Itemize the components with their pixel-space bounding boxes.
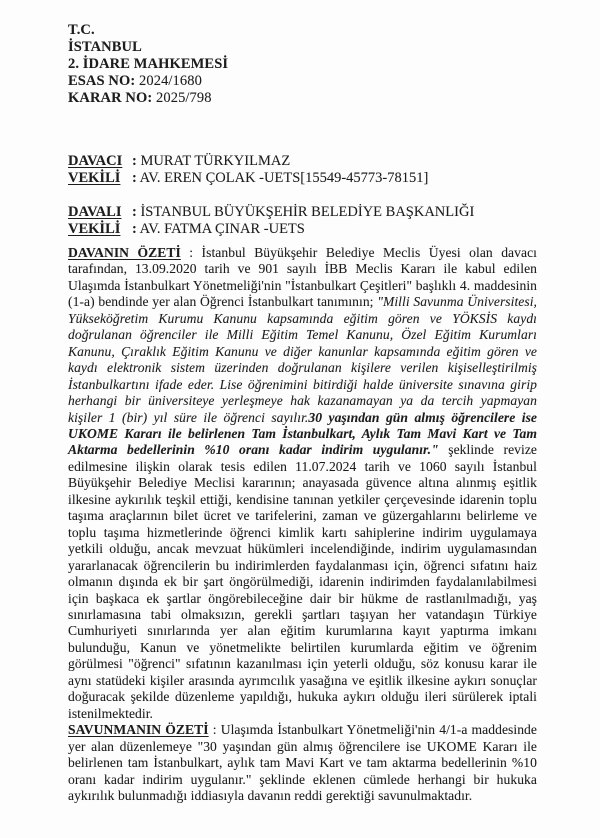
paragraph-segment: : xyxy=(180,245,202,260)
paragraph-segment: "Milli Savunma Üniversitesi, Yükseköğretim Kurumu Kanunu kapsamında eğitim gören ve YÖKSİS kaydı doğrulanan öğrenciler ile Milli Eğitim Temel Kanunu, Özel Eğitim Kurumları Kanunu, Çıraklık Eğitim Kanunu ve diğer kanunlar kapsamında eğitim gören ve kaydı elektronik sistem üzerinden doğrulanan kişilere verilen kişiselleştirilmiş İstanbulkartını ifade eder. Lise öğrenimini bitirdiği halde üniversite sınavına girip herhangi bir üniversiteye yerleşmeye hak kazanamayan ya da tercih yapmayan kişiler 1 (bir) yıl süre ile öğrenci sayılır. xyxy=(68,294,537,425)
court-name: 2. İDARE MAHKEMESİ xyxy=(68,56,229,72)
defendant-attorney-row xyxy=(68,221,537,238)
defendant-row xyxy=(68,204,537,221)
plaintiff-label: DAVACI xyxy=(68,153,123,169)
paragraph-segment: Ulaşımda İstanbulkart Yönetmeliği'nin 4/1-a maddesinde yer alan düzenlemeye "30 yaşından gün almış öğrencilere ise UKOME Kararı ile belirlenen tam İstanbulkart, aylık tam Mavi Kart ve tam aktarma bedellerinin %10 oranı kadar indirim uygulanır." şeklinde eklenen cümlede herhangi bir hukuka aykırılık bulunmadığı iddiasıyla davanın reddi gerektiği savunulmaktadır. xyxy=(68,722,537,803)
paragraph-segment: şeklinde revize edilmesine ilişkin olarak tesis edilen 11.07.2024 tarih ve 1060 sayılı İstanbul Büyükşehir Belediye Meclisi kararının; anayasada güvence altına alınmış eşitlik ilkesine aykırılık teşkil ettiği, kendisine tanınan yetkiler çerçevesinde idarenin toplu taşıma araçlarının bilet ücret ve tarifelerini, zaman ve güzergahlarını belirleme ve toplu taşıma hizmetlerinde öğrenci kimlik kartı sahiplerine indirim uygulamaya yetkili olduğu, ancak mevzuat hükümleri incelendiğinde, indirim uygulamasından yararlanacak öğrencilerin bu indirimlerden faydalanması için, öğrenci sıfatını haiz olmanın dışında ek bir şart öngörülmediği, idarenin indirimden faydalanılabilmesi için başkaca ek şartlar öngörebileceğine dair bir hükme de rastlanılmadığı, yaş sınırlamasına tabi olmaksızın, gerekli şartları taşıyan her vatandaşın Türkiye Cumhuriyeti sınırlarında yer alan eğitim kurumlarına kayıt yaptırma imkanı bulunduğu, Kanun ve yönetmelikte belirtilen kurumlarda eğitim ve öğrenim görülmesi "öğrenci" sıfatının kazanılması için yeterli olduğu, söz konusu karar ile aynı statüdeki kişiler arasında ayrımcılık yasağına ve eşitlik ilkesine aykırı sonuçlar doğuracak şekilde düzenleme yapıldığı, hukuka aykırı olduğu ileri sürülerek iptali istenilmektedir. xyxy=(68,442,537,721)
republic-label: T.C. xyxy=(68,22,95,38)
defendant-attorney-label: VEKİLİ xyxy=(68,221,121,237)
esas-no-value: 2024/1680 xyxy=(139,73,202,89)
court-header xyxy=(68,22,537,107)
defendant-colon: : xyxy=(132,204,137,220)
defendant-attorney-value: AV. FATMA ÇINAR -UETS xyxy=(139,221,305,237)
plaintiff-value: MURAT TÜRKYILMAZ xyxy=(140,153,291,169)
plaintiff-attorney-colon: : xyxy=(132,170,137,186)
plaintiff-attorney-label: VEKİLİ xyxy=(68,170,121,186)
plaintiff-row xyxy=(68,153,537,170)
plaintiff-attorney-row xyxy=(68,170,537,187)
karar-no-value: 2025/798 xyxy=(156,90,212,106)
defendant-attorney-colon: : xyxy=(132,221,137,237)
document-body xyxy=(68,245,537,804)
case-summary-paragraph xyxy=(68,245,537,722)
parties-section xyxy=(68,153,537,238)
plaintiff-colon: : xyxy=(132,153,137,169)
defendant-value: İSTANBUL BÜYÜKŞEHİR BELEDİYE BAŞKANLIĞI xyxy=(140,204,475,220)
paragraph-segment: İstanbul Büyükşehir Belediye Meclis Üyesi olan davacı tarafından, 13.09.2020 tarih ve 901 sayılı İBB Meclis Kararı ile kabul edilen Ulaşımda İstanbulkart Yönetmeliği'nin "İstanbulkart Çeşitleri" başlıklı 4. maddesinin (1-a) bendinde yer alan Öğrenci İstanbulkart tanımının; xyxy=(68,245,537,310)
paragraph-segment: 30 yaşından gün almış öğrencilere ise UKOME Kararı ile belirlenen Tam İstanbulkart, Aylık Tam Mavi Kart ve Tam Aktarma bedellerinin %10 oranı kadar indirim uygulanır." xyxy=(68,409,538,458)
esas-no-label: ESAS NO: xyxy=(68,73,136,89)
defense-summary-paragraph xyxy=(68,722,537,804)
karar-no-label: KARAR NO: xyxy=(68,90,153,106)
defendant-label: DAVALI xyxy=(68,204,122,220)
city-label: İSTANBUL xyxy=(68,39,142,55)
case-number-row xyxy=(68,73,537,90)
paragraph-segment: : xyxy=(208,722,221,738)
paragraph-label: DAVANIN ÖZETİ xyxy=(68,245,181,260)
plaintiff-attorney-value: AV. EREN ÇOLAK -UETS[15549-45773-78151] xyxy=(139,170,429,186)
decision-number-row xyxy=(68,90,537,107)
paragraph-label: SAVUNMANIN ÖZETİ xyxy=(68,722,209,738)
